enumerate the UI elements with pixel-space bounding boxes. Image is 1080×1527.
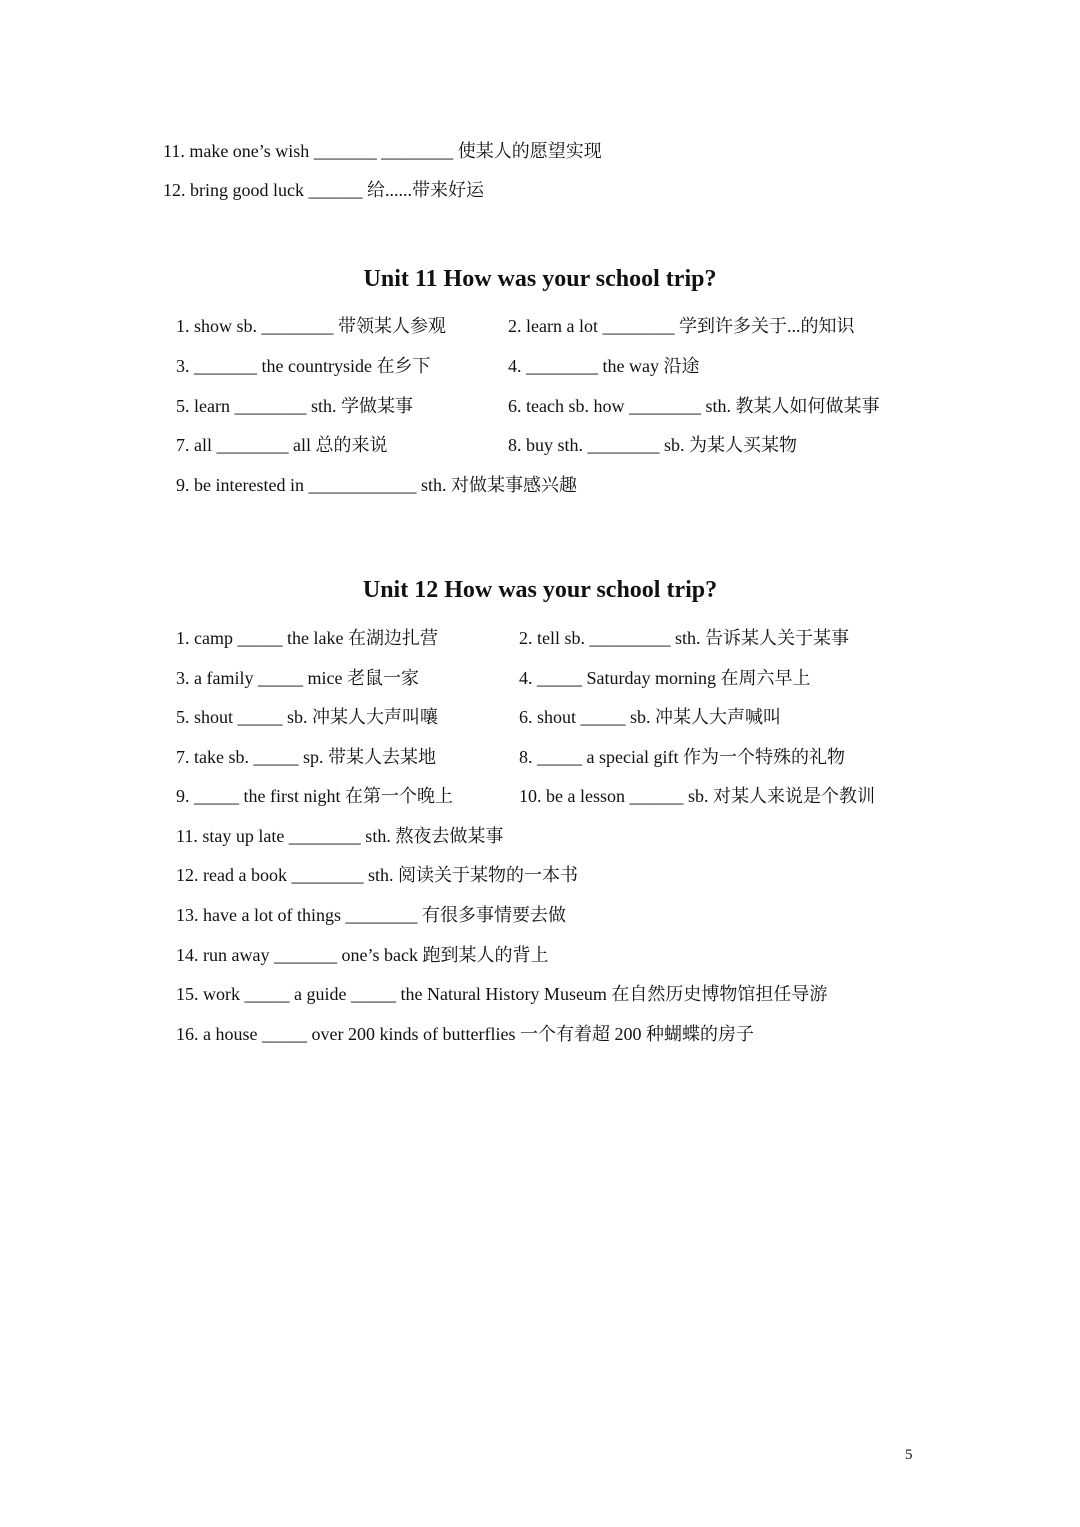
- unit-11-item-3: 3. _______ the countryside 在乡下: [176, 356, 431, 376]
- unit-12-item-8: 8. _____ a special gift 作为一个特殊的礼物: [519, 747, 845, 767]
- unit-12-item-13: 13. have a lot of things ________ 有很多事情要去做: [176, 905, 566, 925]
- unit-12-item-3: 3. a family _____ mice 老鼠一家: [176, 668, 419, 688]
- unit-11-item-8: 8. buy sth. ________ sb. 为某人买某物: [508, 435, 798, 455]
- unit-11-item-9: 9. be interested in ____________ sth. 对做某事感兴趣: [176, 475, 577, 495]
- unit-12-item-12: 12. read a book ________ sth. 阅读关于某物的一本书: [176, 865, 578, 885]
- unit-11-item-7: 7. all ________ all 总的来说: [176, 435, 388, 455]
- unit-11-item-2: 2. learn a lot ________ 学到许多关于...的知识: [508, 316, 855, 336]
- unit-12-item-15: 15. work _____ a guide _____ the Natural History Museum 在自然历史博物馆担任导游: [176, 984, 828, 1004]
- intro-item-12: 12. bring good luck ______ 给......带来好运: [163, 180, 484, 200]
- unit-11-item-4: 4. ________ the way 沿途: [508, 356, 700, 376]
- unit-12-item-14: 14. run away _______ one’s back 跑到某人的背上: [176, 945, 549, 965]
- unit-12-item-6: 6. shout _____ sb. 冲某人大声喊叫: [519, 707, 782, 727]
- unit-11-title: Unit 11 How was your school trip?: [363, 266, 717, 292]
- page-number: 5: [905, 1447, 913, 1463]
- unit-12-item-16: 16. a house _____ over 200 kinds of butterflies 一个有着超 200 种蝴蝶的房子: [176, 1024, 754, 1044]
- unit-11-item-5: 5. learn ________ sth. 学做某事: [176, 396, 413, 416]
- unit-11-item-6: 6. teach sb. how ________ sth. 教某人如何做某事: [508, 396, 880, 416]
- unit-12-item-11: 11. stay up late ________ sth. 熬夜去做某事: [176, 826, 504, 846]
- intro-item-11: 11. make one’s wish _______ ________ 使某人的愿望实现: [163, 141, 602, 161]
- unit-12-title: Unit 12 How was your school trip?: [362, 577, 718, 603]
- unit-12-item-10: 10. be a lesson ______ sb. 对某人来说是个教训: [519, 786, 875, 806]
- unit-12-item-5: 5. shout _____ sb. 冲某人大声叫嚷: [176, 707, 439, 727]
- unit-12-item-9: 9. _____ the first night 在第一个晚上: [176, 786, 453, 806]
- unit-12-item-1: 1. camp _____ the lake 在湖边扎营: [176, 628, 438, 648]
- unit-12-item-4: 4. _____ Saturday morning 在周六早上: [519, 668, 811, 688]
- unit-12-item-7: 7. take sb. _____ sp. 带某人去某地: [176, 747, 436, 767]
- unit-12-item-2: 2. tell sb. _________ sth. 告诉某人关于某事: [519, 628, 850, 648]
- unit-11-item-1: 1. show sb. ________ 带领某人参观: [176, 316, 447, 336]
